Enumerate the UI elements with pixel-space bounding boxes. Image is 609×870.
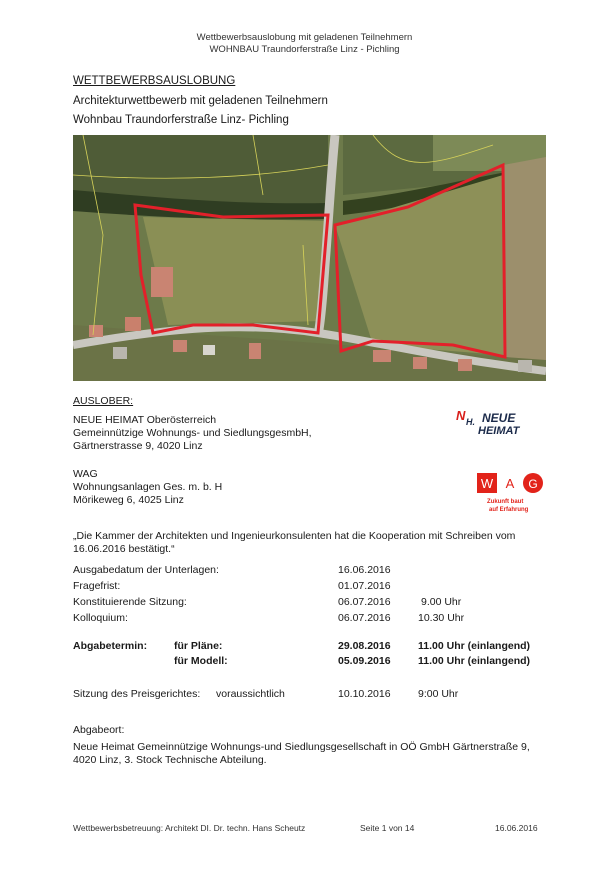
auslober-label: AUSLOBER:	[73, 395, 134, 407]
abgabetermin-label: Abgabetermin:	[73, 640, 148, 652]
svg-text:A: A	[505, 476, 515, 491]
title-line-2: Wohnbau Traundorferstraße Linz- Pichling	[73, 114, 289, 126]
preisgericht-label: Sitzung des Preisgerichtes:	[73, 688, 201, 700]
abgabe-modell-time: 11.00 Uhr (einlangend)	[418, 655, 531, 667]
title-line-1: Architekturwettbewerb mit geladenen Teilnehmern	[73, 95, 328, 107]
kammer-line-1: „Die Kammer der Architekten und Ingenieurkonsulenten hat die Kooperation mit Schreiben vom	[73, 530, 516, 542]
schedule-date: 16.06.2016	[338, 564, 391, 576]
schedule-date: 06.07.2016	[338, 596, 391, 608]
schedule-label: Konstituierende Sitzung:	[73, 596, 187, 608]
abgabe-plaene-date: 29.08.2016	[338, 640, 391, 652]
org1-address: Gärtnerstrasse 9, 4020 Linz	[73, 440, 203, 452]
preisgericht-date: 10.10.2016	[338, 688, 391, 700]
neue-heimat-logo	[452, 405, 544, 439]
abgabeort-line-1: Neue Heimat Gemeinnützige Wohnungs-und Siedlungsgesellschaft in OÖ GmbH Gärtnerstraße 9,	[73, 741, 530, 753]
org2-name: WAG	[73, 468, 98, 480]
schedule-time: 10.30 Uhr	[418, 612, 465, 624]
page-number: Seite 1 von 14	[360, 823, 415, 833]
svg-text:H.: H.	[466, 417, 475, 427]
abgabeort-label: Abgabeort:	[73, 724, 125, 736]
abgabeort-line-2: 4020 Linz, 3. Stock Technische Abteilung.	[73, 754, 267, 766]
schedule-date: 01.07.2016	[338, 580, 391, 592]
svg-text:N: N	[456, 408, 466, 423]
wag-logo	[477, 473, 545, 513]
schedule-label: Kolloquium:	[73, 612, 128, 624]
abgabe-modell-date: 05.09.2016	[338, 655, 391, 667]
footer-date: 16.06.2016	[495, 823, 538, 833]
kammer-line-2: 16.06.2016 bestätigt.“	[73, 543, 175, 555]
svg-text:W: W	[480, 476, 494, 491]
abgabe-modell-label: für Modell:	[174, 655, 228, 667]
schedule-time: 9.00 Uhr	[421, 596, 462, 608]
org2-line2: Wohnungsanlagen Ges. m. b. H	[73, 481, 223, 493]
svg-text:G: G	[528, 477, 538, 491]
org1-line2: Gemeinnützige Wohnungs- und SiedlungsgesmbH,	[73, 427, 312, 439]
org2-address: Mörikeweg 6, 4025 Linz	[73, 494, 184, 506]
document-heading: WETTBEWERBSAUSLOBUNG	[73, 75, 236, 87]
svg-text:HEIMAT: HEIMAT	[478, 425, 520, 437]
svg-text:auf Erfahrung: auf Erfahrung	[489, 507, 529, 513]
abgabe-plaene-time: 11.00 Uhr (einlangend)	[418, 640, 531, 652]
header-line-1: Wettbewerbsauslobung mit geladenen Teilnehmern	[196, 32, 413, 43]
preisgericht-note: voraussichtlich	[216, 688, 285, 700]
svg-text:NEUE: NEUE	[482, 411, 516, 425]
schedule-date: 06.07.2016	[338, 612, 391, 624]
aerial-site-photo	[73, 135, 546, 381]
abgabe-plaene-label: für Pläne:	[174, 640, 223, 652]
header-line-2: WOHNBAU Traundorferstraße Linz - Pichling	[209, 44, 400, 55]
schedule-label: Fragefrist:	[73, 580, 121, 592]
org1-name: NEUE HEIMAT Oberösterreich	[73, 414, 217, 426]
svg-text:Zukunft baut: Zukunft baut	[487, 499, 524, 505]
preisgericht-time: 9:00 Uhr	[418, 688, 459, 700]
schedule-label: Ausgabedatum der Unterlagen:	[73, 564, 219, 576]
footer-left: Wettbewerbsbetreuung: Architekt DI. Dr. techn. Hans Scheutz	[73, 823, 306, 833]
